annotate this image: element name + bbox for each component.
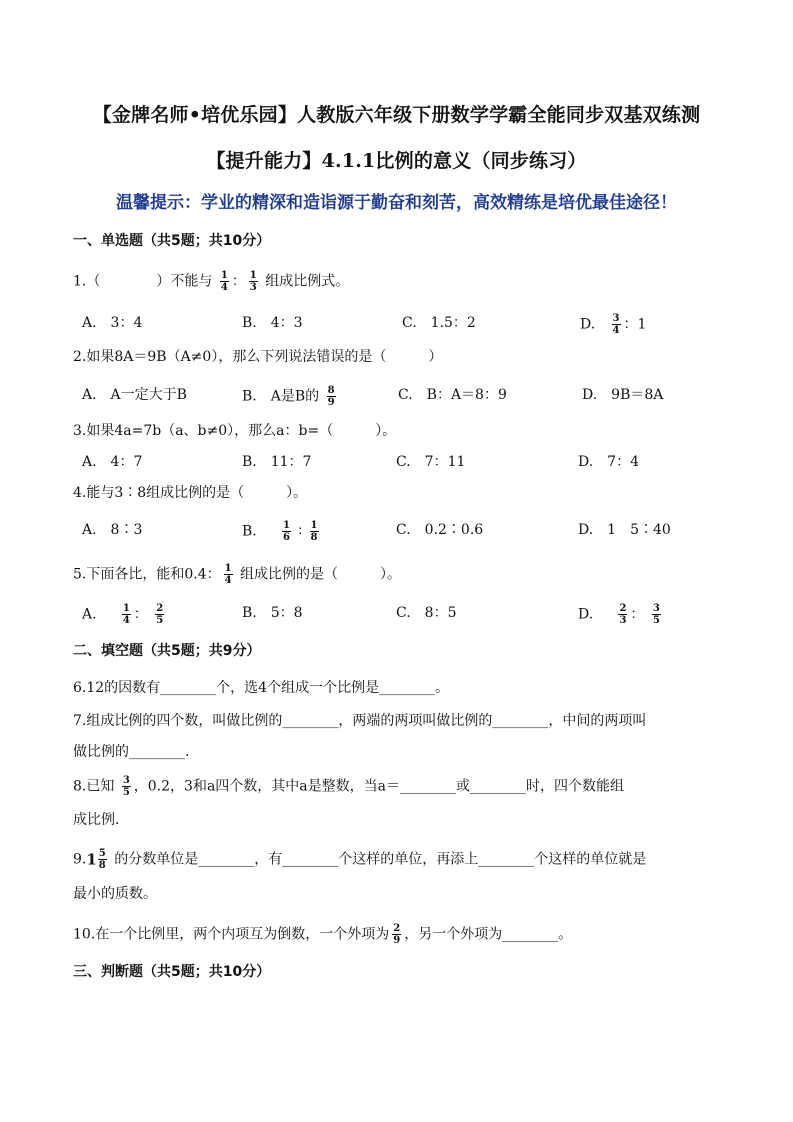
question-8-line-1: 8.已知 $\frac{3}{5}$ ，0.2，3和a四个数，其中a是整数，当a＝________或________时，四个数能组 (73, 775, 624, 798)
q5-option-a-fraction-1: $\frac{1}{4}$ (122, 603, 130, 626)
tip-banner: 温馨提示：学业的精深和造诣源于勤奋和刻苦，高效精练是培优最佳途径！ (116, 193, 677, 213)
q3-option-c[interactable]: C. 7：11 (396, 454, 466, 470)
q8-fraction: $\frac{3}{5}$ (122, 775, 130, 798)
q5-option-c[interactable]: C. 8：5 (396, 605, 457, 621)
q1-fraction-1: $\frac{1}{4}$ (220, 270, 228, 293)
question-3: 3.如果4a=7b（a、b≠0），那么a：b=（ ）。 (73, 423, 397, 439)
q1-text-pre: 1.（ ）不能与 (73, 273, 213, 290)
q5-option-a-fraction-2: $\frac{2}{5}$ (156, 603, 164, 626)
question-7-line-2: 做比例的________. (73, 744, 190, 760)
section-3-heading: 三、判断题（共5题；共10分） (73, 964, 271, 980)
q2-option-d[interactable]: D. 9B＝8A (582, 387, 664, 403)
q2-option-b[interactable]: B. A是B的 $\frac{8}{9}$ (242, 385, 335, 408)
q3-option-a[interactable]: A. 4：7 (82, 454, 143, 470)
q4-option-d[interactable]: D. 1 5∶40 (578, 522, 671, 538)
q3-option-b[interactable]: B. 11：7 (242, 454, 312, 470)
q5-option-d-fraction-2: $\frac{3}{5}$ (652, 603, 660, 626)
question-9-line-1: 9.1 $\frac{5}{8}$ 的分数单位是________，有________个这样的单位，再添上________个这样的单位就是 (73, 848, 647, 871)
q1-option-a[interactable]: A. 3：4 (82, 315, 143, 331)
q4-option-b-fraction-2: $\frac{1}{8}$ (310, 520, 318, 543)
q1-option-d-fraction: $\frac{3}{4}$ (612, 313, 620, 336)
q5-fraction: $\frac{1}{4}$ (224, 563, 232, 586)
q4-option-c[interactable]: C. 0.2∶0.6 (396, 522, 484, 538)
q9-fraction: $\frac{5}{8}$ (98, 848, 106, 871)
q5-option-a[interactable]: A. $\frac{1}{4}$ ： $\frac{2}{5}$ (82, 603, 164, 626)
question-8-line-2: 成比例. (73, 812, 120, 828)
q4-option-a[interactable]: A. 8∶3 (82, 522, 143, 538)
q4-option-b[interactable]: B. $\frac{1}{6}$ ∶ $\frac{1}{8}$ (242, 520, 318, 543)
q2-option-a[interactable]: A. A一定大于B (82, 387, 187, 403)
q2-option-c[interactable]: C. B：A＝8：9 (398, 387, 507, 403)
question-4: 4.能与3∶8组成比例的是（ ）。 (73, 485, 308, 501)
q1-colon: ： (231, 273, 246, 290)
question-5: 5.下面各比，能和0.4： $\frac{1}{4}$ 组成比例的是（ ）。 (73, 563, 402, 586)
question-9-line-2: 最小的质数。 (73, 886, 157, 902)
section-1-heading: 一、单选题（共5题；共10分） (73, 233, 271, 249)
question-2: 2.如果8A＝9B（A≠0），那么下列说法错误的是（ ） (73, 349, 443, 365)
q1-option-d[interactable]: D. $\frac{3}{4}$ ：1 (580, 313, 647, 336)
question-10: 10.在一个比例里，两个内项互为倒数，一个外项为 $\frac{2}{9}$ ，另一个外项为________。 (73, 923, 573, 946)
q3-option-d[interactable]: D. 7：4 (578, 454, 639, 470)
q9-mixed-whole: 1 (86, 850, 97, 869)
q1-fraction-2: $\frac{1}{3}$ (249, 270, 257, 293)
q10-fraction: $\frac{2}{9}$ (393, 923, 401, 946)
title-line-1: 【金牌名师•培优乐园】人教版六年级下册数学学霸全能同步双基双练测 (92, 104, 701, 126)
question-7-line-1: 7.组成比例的四个数，叫做比例的________，两端的两项叫做比例的________，中间的两项叫 (73, 713, 647, 729)
q1-text-post: 组成比例式。 (265, 273, 350, 290)
question-6: 6.12的因数有________个，选4个组成一个比例是________。 (73, 680, 450, 696)
q2-option-b-fraction: $\frac{8}{9}$ (327, 385, 335, 408)
q1-option-c[interactable]: C. 1.5：2 (402, 315, 476, 331)
question-1 (73, 270, 349, 293)
q1-option-b[interactable]: B. 4：3 (242, 315, 303, 331)
q4-option-b-fraction-1: $\frac{1}{6}$ (283, 520, 290, 543)
title-line-2: 【提升能力】4.1.1比例的意义（同步练习） (206, 150, 587, 172)
section-2-heading: 二、填空题（共5题；共9分） (73, 643, 261, 659)
q5-option-b[interactable]: B. 5：8 (242, 605, 303, 621)
q5-option-d-fraction-1: $\frac{2}{3}$ (619, 603, 627, 626)
q5-option-d[interactable]: D. $\frac{2}{3}$ ： $\frac{3}{5}$ (578, 603, 660, 626)
